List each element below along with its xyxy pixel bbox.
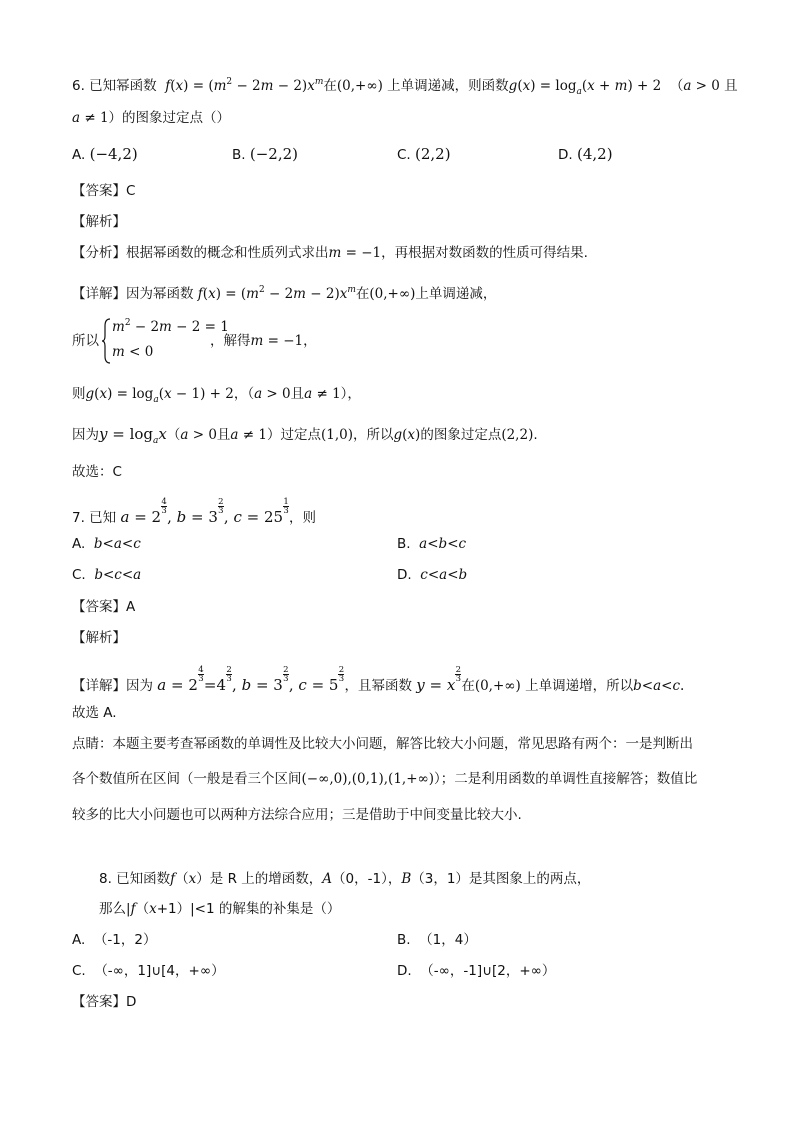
q7-option-c: C. b<c<a xyxy=(72,567,142,583)
q7-note-line3: 较多的比大小问题也可以两种方法综合应用；三是借助于中间变量比较大小. xyxy=(72,807,522,823)
q6-option-c: C. (2,2) xyxy=(397,145,451,163)
q6-system-eq1: $m^2 - 2m - 2 = 1$ xyxy=(112,318,229,335)
q8-option-b: B. （1，4） xyxy=(397,932,477,948)
q6-xiangjie-line2-result: ，解得m = −1， xyxy=(210,333,317,349)
q8-answer: 【答案】D xyxy=(72,994,137,1010)
q6-option-a: A. (−4,2) xyxy=(72,145,138,163)
q7-answer: 【答案】A xyxy=(72,599,136,615)
q7-stem: 7. 已知 a = 2 $\frac{4}{3}$ , b = 3 $\frac{2}{3}$ , c = 25 $\frac{1}{3}$ ，则 xyxy=(72,497,317,526)
q6-conclusion: 故选：C xyxy=(72,464,122,480)
q7-note-line1: 点睛：本题主要考查幂函数的单调性及比较大小问题，解答比较大小问题，常见思路有两个：一是判断出 xyxy=(72,736,693,752)
q7-analysis-tag: 【解析】 xyxy=(72,630,126,646)
q8-option-d: D. （-∞，-1]∪[2，+∞） xyxy=(397,963,556,979)
q6-xiangjie-line2-label: 所以 xyxy=(72,333,99,349)
q7-xiangjie: 【详解】因为 a = 2 $\frac{4}{3}$ =4 $\frac{2}{3}$ , b = 3 $\frac{2}{3}$ , c = 5 $\frac{2}{3}$ ，且幂函数 y = x $\frac{2}{3}$ 在(0,+∞) 上单调递增，所以b<a<c. xyxy=(72,665,685,694)
q6-xiangjie-line3: 则$g(x) = \log_a(x - 1) + 2$，（a > 0且a ≠ 1）， xyxy=(72,386,361,405)
q6-answer: 【答案】C xyxy=(72,183,136,199)
q8-stem-line1: 8. 已知函数f（x）是 R 上的增函数，A（0，-1），B（3，1）是其图象上的两点， xyxy=(99,871,591,887)
q6-fenxi: 【分析】根据幂函数的概念和性质列式求出m = −1，再根据对数函数的性质可得结果. xyxy=(72,245,588,261)
q6-xiangjie-line4: 因为$y = \log_ax(a > 0$且a ≠ 1）过定点(1,0)，所以g(x)的图象过定点(2,2). xyxy=(72,425,538,446)
q6-xiangjie-line1: 【详解】因为幂函数 $f(x) = (m^2 - 2m - 2)x^m$在(0,+∞)上单调递减， xyxy=(72,285,497,302)
brace-icon xyxy=(101,318,111,364)
q8-stem-line2: 那么|f（x+1）|<1 的解集的补集是（） xyxy=(99,901,341,917)
q6-stem-line2: a ≠ 1）的图象过定点（） xyxy=(72,110,231,126)
q6-analysis-tag: 【解析】 xyxy=(72,214,126,230)
q7-option-d: D. c<a<b xyxy=(397,567,468,583)
q6-stem-text: 6. 已知幂函数 xyxy=(72,78,157,94)
q7-conclusion: 故选 A. xyxy=(72,705,117,721)
q6-option-b: B. (−2,2) xyxy=(232,145,298,163)
q7-option-b: B. a<b<c xyxy=(397,536,467,552)
q6-system-eq2: m < 0 xyxy=(112,344,154,360)
q6-option-d: D. (4,2) xyxy=(558,145,613,163)
q7-option-a: A. b<a<c xyxy=(72,536,141,552)
q7-note-line2: 各个数值所在区间（一般是看三个区间(−∞,0),(0,1),(1,+∞)）；二是利用函数的单调性直接解答；数值比 xyxy=(72,771,698,787)
q8-option-a: A. （-1，2） xyxy=(72,932,157,948)
q6-stem-line1: 6. 已知幂函数 $f(x) = (m^2 - 2m - 2)x^m$在(0,+∞) 上单调递减，则函数$g(x) = \log_a(x + m) + 2$ （a > 0 且 xyxy=(72,77,738,97)
q8-option-c: C. （-∞，1]∪[4，+∞） xyxy=(72,963,225,979)
